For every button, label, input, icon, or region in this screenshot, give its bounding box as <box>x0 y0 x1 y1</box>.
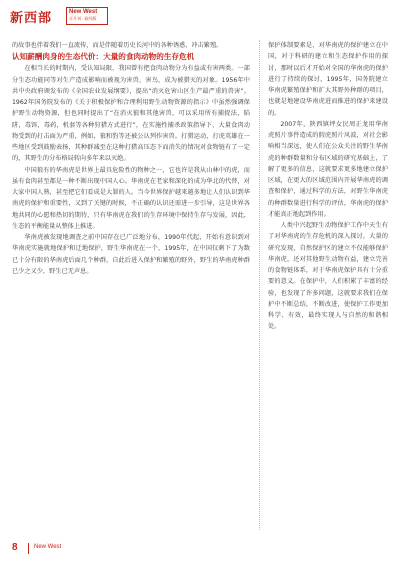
body-paragraph: 2007年，陕西镇坪女民周正龙用华南虎照片事件造成的假虎照片风波，对社会影响相当深远，使人们在公众关注的野生华南虎的种群数量和分布区域的研究基础上，了解了更多的信息，这就要求更多地建立保护区域，在更大的区域范围内开展华南虎的调查和保护，通过科学的方法，对野生华南虎的种群数量进行科学的评估，华南虎的保护才能真正地起到作用。 <box>268 120 388 218</box>
body-paragraph: 华南虎被发现地调查之前中国存在已广泛地分布，1990年代起，开始有意识到对华南虎实施就地保护和迁地保护，野生华南虎在一个，1995年，在中国仅剩下了为数已十分有限的华南虎后面几个种群，自此后进入保护和繁殖的野外，野生的华南虎种群已少之又少，野生已无声息。 <box>12 234 250 275</box>
magazine-logo: 新西部 <box>10 11 53 26</box>
left-column <box>12 40 250 277</box>
magazine-logo-badge <box>66 7 108 25</box>
body-paragraph: 保护体制要素是，对华南虎的保护建立在中国，对于科研的建立和生态保护作用的探讨，那时以后才开始对全国的华南虎的保护进行了持续的探讨，1995年，国务院建立华南虎繁殖保护和扩大其野外种群的项目，也就是地建设华南虎进而推进的保护来建设的。 <box>268 42 388 117</box>
publication-name: New West <box>34 544 62 550</box>
footer-divider <box>28 543 29 554</box>
magazine-logo-english: New West <box>69 9 98 15</box>
body-paragraph: 的故事也伴着我们一直流传，而是伴随着历史长河中的各种诱惑，冲击繁殖。 <box>12 42 223 49</box>
magazine-logo-subtitle: 半月刊 · 政经版 <box>69 16 97 21</box>
page-number: 8 <box>12 542 18 553</box>
body-paragraph: 中国狼有的华南虎是世界上最具危险性的物种之一，它也许是我从山林中的虎，而虽有食肉甚至都是一种不断出现中国人心。华南虎在老家和深化的成为华北的代替，对大家中国人熟，甚至把它们看成是大罪的人。当今世界保护越来越多地让人们认识到华南虎的保护和重要性，又到了关键的时候，不正确的认识还需进一步引导，这是世界各地共同的心愿和热切的期待，只有华南虎在我们的生存环境中保持生存与发展，因此，生态的平衡能量从整体上推进。 <box>12 166 250 230</box>
section-heading: 认知薪酬肉身的生态代价：大量的食肉动物的生存危机 <box>12 52 195 62</box>
body-paragraph: 在相当长的时期内，受认知局限，我国曾有把食肉动物分为有益或有害两类。一部分生态功能同等对生产造成影响而被视为害兽，害鸟，成为被猎灭的对象。1956年中共中央政府颁发布的《全国农业发展纲要》，提出“消灭危害山区生产最严重的兽害”。1962年国务院发布的《关于积极保护和合理利用野生动物资源的指示》中虽然强调保护野生动物资源，但也同时提出了“在消灭狼和其他害兽，可以采用所有捕捉法，陷阱，毒饵，毒药，机套等各种狩猎方式进行”，在实施性捕杀政策指导下，大量食肉动物受到的打击面为严重，例如，狼和豹等还被公认列作害兽。打猎运动，打虎英雄在一些地区受到鼓励表扬，其种群减至在这种打猎高压态下而消失的情况对食物链有了一定的，其野生的分布格局转向多年来以灭绝。 <box>12 65 250 163</box>
column-divider <box>259 40 260 530</box>
page-header <box>0 0 402 30</box>
right-column <box>268 40 388 333</box>
body-paragraph: 人类中兴起野生动物保护工作中天生有了对华南虎的生存危机的深入探讨，大量的研究发现，自然保护区的建立不仅能够保护华南虎，还对其他野生动物有益，建立完善的食物链体系，对于华南虎保护具有十分重要的意义。在保护中，人们积累了丰富的经验，也发现了许多问题，这就要求我们在保护中不断总结，不断改进，使保护工作更加科学、有效，最终实现人与自然的和谐相处。 <box>268 222 388 331</box>
